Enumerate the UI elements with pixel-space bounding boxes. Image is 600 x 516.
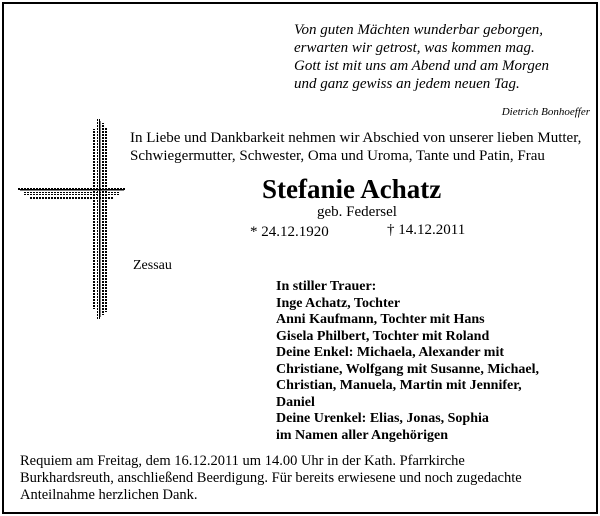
poem-line: und ganz gewiss an jedem neuen Tag. [294, 76, 520, 92]
footer-line: Requiem am Freitag, dem 16.12.2011 um 14.00 Uhr in der Kath. Pfarrkirche [20, 453, 465, 469]
intro-line: In Liebe und Dankbarkeit nehmen wir Abschied von unserer lieben Mutter, [130, 130, 582, 146]
mourner-line: In stiller Trauer: [276, 279, 377, 294]
birth-date: * 24.12.1920 [250, 224, 329, 240]
place-name: Zessau [133, 258, 172, 273]
mourner-line: Deine Enkel: Michaela, Alexander mit [276, 345, 504, 360]
poem-line: Gott ist mit uns am Abend und am Morgen [294, 58, 549, 74]
mourner-line: Christian, Manuela, Martin mit Jennifer, [276, 378, 522, 393]
mourner-line: im Namen aller Angehörigen [276, 427, 449, 443]
obituary-notice [2, 2, 598, 514]
poem-quote [294, 21, 594, 93]
requiem-text [20, 453, 590, 504]
mourner-line: Daniel [276, 394, 315, 410]
mourner-line: Inge Achatz, Tochter [276, 295, 401, 311]
poem-author: Dietrich Bonhoeffer [501, 106, 590, 118]
mourner-line: Christiane, Wolfgang mit Susanne, Michael, [276, 361, 540, 377]
poem-line: Von guten Mächten wunderbar geborgen, [294, 22, 543, 38]
death-date: † 14.12.2011 [387, 222, 466, 238]
intro-line: Schwiegermutter, Schwester, Oma und Uroma, Tante und Patin, Frau [130, 148, 545, 164]
mourners-list [276, 279, 596, 444]
footer-line: Burkhardsreuth, anschließend Beerdigung. Für bereits erwiesene und noch zugedachte [20, 470, 522, 486]
mourner-line: Anni Kaufmann, Tochter mit Hans [276, 312, 485, 327]
cross-icon [18, 119, 126, 321]
footer-line: Anteilnahme herzlichen Dank. [20, 487, 198, 503]
poem-line: erwarten wir getrost, was kommen mag. [294, 40, 535, 56]
mourner-line: Gisela Philbert, Tochter mit Roland [276, 328, 490, 344]
intro-text [130, 129, 590, 165]
birth-name: geb. Federsel [317, 204, 397, 220]
deceased-name: Stefanie Achatz [262, 174, 442, 204]
mourner-line: Deine Urenkel: Elias, Jonas, Sophia [276, 411, 489, 426]
